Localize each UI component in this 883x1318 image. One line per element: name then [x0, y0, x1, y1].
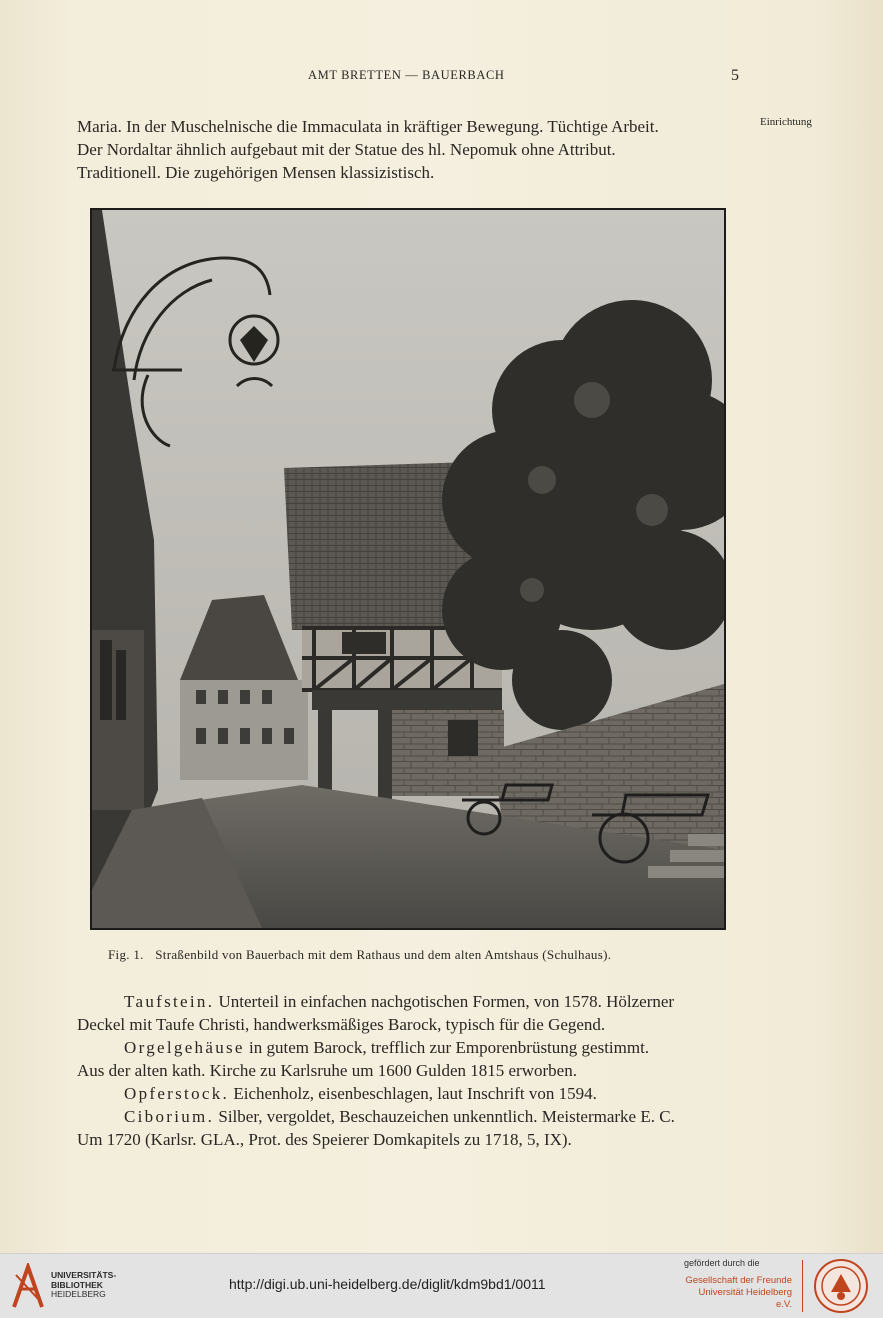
text-line: Maria. In der Muschelnische die Immaculata in kräftiger Bewegung. Tüchtige Arbeit.: [77, 117, 659, 136]
running-title: AMT BRETTEN — BAUERBACH: [308, 68, 505, 82]
entry-taufstein: [77, 990, 743, 1036]
permalink-url[interactable]: http://digi.ub.uni-heidelberg.de/diglit/kdm9bd1/0011: [229, 1276, 546, 1292]
entry-term: Orgelgehäuse: [124, 1038, 245, 1057]
text-line: Deckel mit Taufe Christi, handwerksmäßiges Barock, typisch für die Gegend.: [77, 1015, 606, 1034]
figure-caption: [108, 947, 748, 963]
intro-paragraph: [77, 115, 743, 184]
page-number: 5: [731, 67, 739, 84]
library-name[interactable]: UNIVERSITÄTS- BIBLIOTHEK HEIDELBERG: [51, 1270, 117, 1299]
margin-note: Einrichtung: [760, 116, 812, 128]
text-line: Opferstock. Eichenholz, eisenbeschlagen, laut Inschrift von 1594.: [124, 1084, 597, 1103]
entry-orgelgehaeuse: [77, 1036, 743, 1082]
text-line: Aus der alten kath. Kirche zu Karlsruhe um 1600 Gulden 1815 erworben.: [77, 1061, 577, 1080]
text-line: Orgelgehäuse in gutem Barock, trefflich zur Emporenbrüstung gestimmt.: [124, 1038, 650, 1057]
university-seal-icon[interactable]: [813, 1258, 869, 1314]
funded-by-label: gefördert durch die: [684, 1258, 760, 1268]
running-head: [0, 68, 883, 88]
text-line: Ciborium. Silber, vergoldet, Beschauzeichen unkenntlich. Meistermarke E. C.: [124, 1107, 675, 1126]
entry-term: Taufstein.: [124, 992, 215, 1011]
street-photograph: [90, 208, 726, 930]
figure-label: Fig. 1.: [108, 947, 144, 962]
sponsor-link[interactable]: Gesellschaft der Freunde Universität Heidelberg e.V.: [685, 1275, 792, 1310]
photo-illustration: [92, 210, 724, 928]
viewer-footer: [0, 1253, 883, 1318]
caption-text: Straßenbild von Bauerbach mit dem Rathaus und dem alten Amtshaus (Schulhaus).: [155, 947, 612, 962]
text-line: Der Nordaltar ähnlich aufgebaut mit der Statue des hl. Nepomuk ohne Attribut.: [77, 140, 616, 159]
text-line: Traditionell. Die zugehörigen Mensen klassizistisch.: [77, 163, 435, 182]
text-line: Taufstein. Unterteil in einfachen nachgotischen Formen, von 1578. Hölzerner: [124, 992, 675, 1011]
library-logo-icon[interactable]: [10, 1263, 46, 1309]
entry-term: Ciborium.: [124, 1107, 215, 1126]
entry-opferstock: [77, 1082, 743, 1105]
footer-divider: [802, 1260, 803, 1312]
entry-term: Opferstock.: [124, 1084, 230, 1103]
text-line: Um 1720 (Karlsr. GLA., Prot. des Speierer Domkapitels zu 1718, 5, IX).: [77, 1130, 572, 1149]
entry-ciborium: [77, 1105, 743, 1151]
